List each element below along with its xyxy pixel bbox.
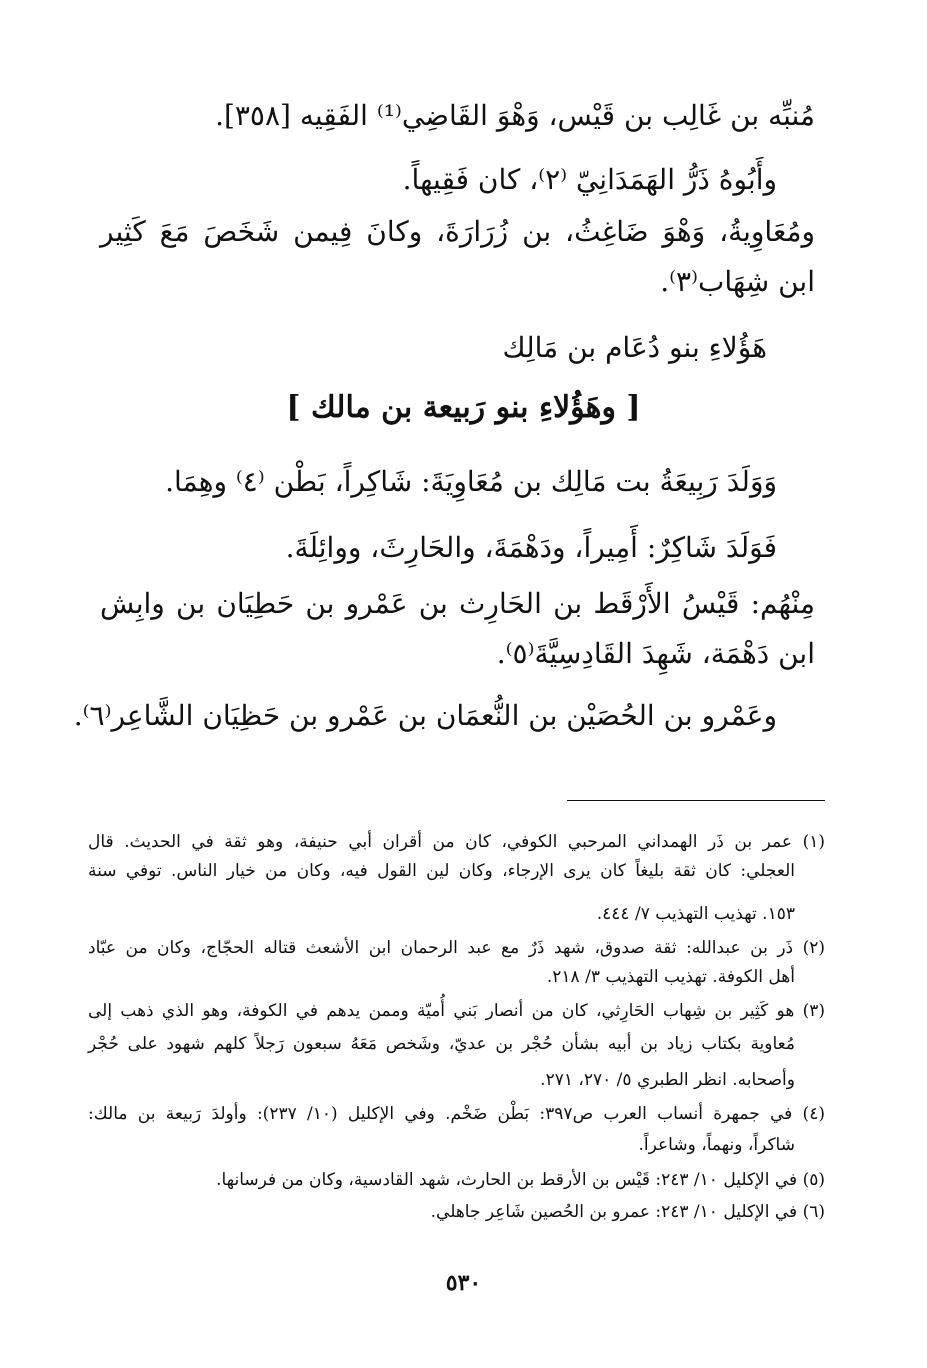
body-line-1: مُنبِّه بن غَالِب بن قَيْس، وَهْوَ القَاضِي⁽¹⁾ الفَقِيه [٣٥٨]. <box>215 99 815 132</box>
body-line-7: فَوَلَدَ شَاكِرٌ: أَمِيراً، ودَهْمَةَ، والحَارِثَ، ووائِلَةَ. <box>285 531 777 564</box>
footnote-4-line-1: (٤) في جمهرة أنساب العرب ص٣٩٧: بَطْن ضَخْم. وفي الإكليل (١٠/ ٢٣٧): وأولدَ رَبيعة بن مالك: <box>88 1104 825 1124</box>
body-line-4: ابن شِهَاب⁽٣⁾. <box>660 265 815 298</box>
footnote-1-line-1: (١) عمر بن ذَر الهمداني المرحبي الكوفي، كان من أقران أبي حنيفة، وهو ثقة في الحديث. قال <box>88 832 825 852</box>
body-line-5: هَؤُلاءِ بنو دُعَام بن مَالِك <box>502 331 767 364</box>
footnote-1-line-2: العجلي: كان ثقة بليغاً كان يرى الإرجاء، وكان لين القول فيه، وكان من خيار الناس. توفي سنة <box>88 861 795 881</box>
footnote-4-line-2: شاكراً، ونهماً، وشاعراً. <box>638 1135 795 1155</box>
section-heading: [ وهَؤُلاءِ بنو رَبيعة بن مالك ] <box>286 390 641 425</box>
footnote-2-line-1: (٢) ذَر بن عبدالله: ثقة صدوق، شهد ذَرٌ مع عبد الرحمان ابن الأشعث قتاله الحجّاج، وكان من عبّاد <box>88 938 825 958</box>
footnote-3-line-3: وأصحابه. انظر الطبري ٥/ ٢٧٠، ٢٧١. <box>540 1070 795 1090</box>
footnote-3-line-1: (٣) هو كَثِير بن شِهاب الحَارِثي، كان من أنصار بَني أُميّة وممن يدهم في الكوفة، وهو الذي ذهب إلى <box>88 1001 825 1021</box>
body-line-6: وَوَلَدَ رَبِيعَةُ بت مَالِك بن مُعَاوِيَةَ: شَاكِراً، بَطْن ⁽٤⁾ وهِمَا. <box>165 465 777 498</box>
footnote-5: (٥) في الإكليل ١٠/ ٢٤٣: قَيْس بن الأرقط بن الحارث، شهد القادسية، وكان من فرسانها. <box>216 1170 825 1190</box>
body-line-8: مِنْهُم: قَيْسُ الأَرْقَط بن الحَارِث بن عَمْرو بن حَطِيَان بن وابِش <box>100 587 815 620</box>
footnote-3-line-2: مُعاوية بكتاب زياد بن أبيه بشأن حُجْر بن عديّ، وشَخص مَعَهُ سبعون رَجلاً كلهم شهود على حُجْر <box>88 1034 795 1054</box>
footnote-6: (٦) في الإكليل ١٠/ ٢٤٣: عمرو بن الحُصين شَاعِر جاهلي. <box>430 1202 825 1222</box>
page-number: ٥٣٠ <box>445 1270 482 1296</box>
body-line-3: ومُعَاوِيةُ، وَهْوَ ضَاغِثُ، بن زُرَارَةَ، وكانَ فِيمن شَخَصَ مَعَ كَثِير <box>100 215 815 248</box>
body-line-2: وأَبُوهُ ذَرُّ الهَمَدَانِيّ ⁽٢⁾، كان فَقِيهاً. <box>402 163 777 196</box>
body-line-9: ابن دَهْمَة، شَهِدَ القَادِسِيَّةَ⁽٥⁾. <box>496 637 815 670</box>
body-line-10: وعَمْرو بن الحُصَيْن بن النُّعمَان بن عَمْرو بن حَظِيَان الشَّاعِر⁽٦⁾. <box>73 699 777 732</box>
footnote-separator <box>567 800 825 801</box>
footnote-2-line-2: أهل الكوفة. تهذيب التهذيب ٣/ ٢١٨. <box>546 967 795 987</box>
footnote-1-line-3: ١٥٣. تهذيب التهذيب ٧/ ٤٤٤. <box>596 904 795 924</box>
